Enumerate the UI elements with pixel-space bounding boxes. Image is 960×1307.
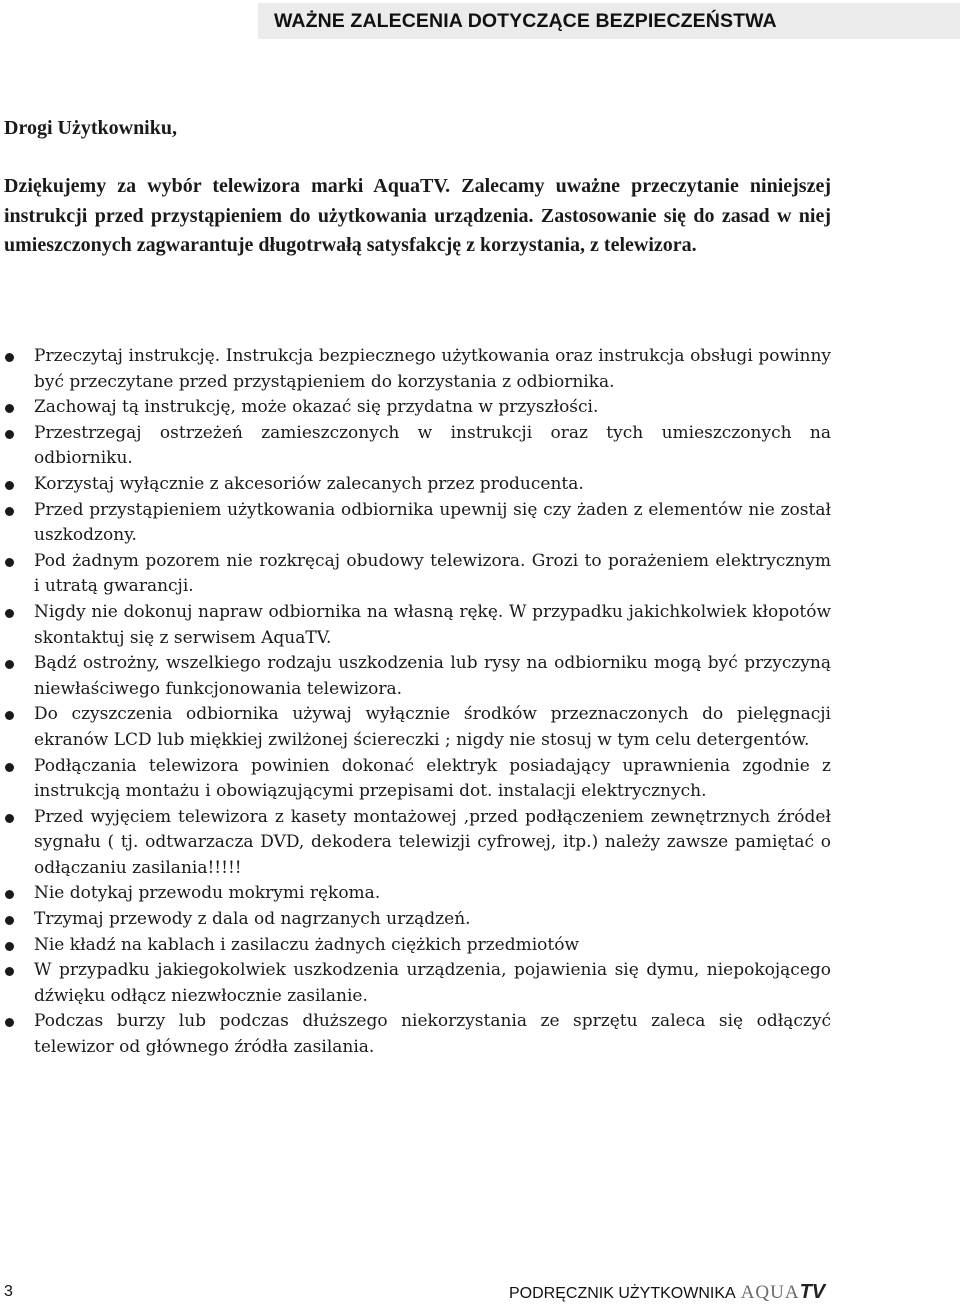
list-item-text: Podczas burzy lub podczas dłuższego niekorzystania ze sprzętu zaleca się odłączyć telewizor od głównego źródła zasilania. xyxy=(34,1011,831,1058)
bullet-icon xyxy=(5,558,14,567)
list-item xyxy=(0,933,831,959)
list-item-text: Bądź ostrożny, wszelkiego rodzaju uszkodzenia lub rysy na odbiorniku mogą być przyczyną niewłaściwego funkcjonowania telewizora. xyxy=(34,653,831,699)
list-item-text: Pod żadnym pozorem nie rozkręcaj obudowy telewizora. Grozi to porażeniem elektrycznym i utratą gwarancji. xyxy=(34,550,831,597)
bullet-icon xyxy=(5,660,14,669)
list-item-text: Nie kładź na kablach i zasilaczu żadnych ciężkich przedmiotów xyxy=(34,934,580,955)
list-item-text: Trzymaj przewody z dala od nagrzanych urządzeń. xyxy=(34,909,471,930)
page-title: WAŻNE ZALECENIA DOTYCZĄCE BEZPIECZEŃSTWA xyxy=(274,9,777,32)
list-item-text: Podłączania telewizora powinien dokonać elektryk posiadający uprawnienia zgodnie z instrukcją montażu i obowiązującymi przepisami dot. instalacji elektrycznych. xyxy=(34,755,831,802)
section-header xyxy=(258,3,960,39)
greeting: Drogi Użytkowniku, xyxy=(4,117,177,139)
list-item xyxy=(0,907,831,933)
bullet-icon xyxy=(5,814,14,823)
list-item xyxy=(0,651,831,702)
brand-logo-tv: TV xyxy=(799,1281,826,1303)
bullet-icon xyxy=(5,763,14,772)
bullet-icon xyxy=(5,942,14,951)
list-item-text: Przestrzegaj ostrzeżeń zamieszczonych w instrukcji oraz tych umieszczonych na odbiorniku. xyxy=(34,422,831,469)
list-item xyxy=(0,702,831,753)
bullet-icon xyxy=(5,890,14,899)
bullet-icon xyxy=(5,481,14,490)
bullet-icon xyxy=(5,430,14,439)
bullet-icon xyxy=(5,967,14,976)
footer-label: PODRĘCZNIK UŻYTKOWNIKA xyxy=(509,1285,736,1302)
list-item-text: Do czyszczenia odbiornika używaj wyłącznie środków przeznaczonych do pielęgnacji ekranów LCD lub miękkiej zwilżonej ściereczki ; nigdy nie stosuj w tym celu detergentów. xyxy=(34,704,831,750)
list-item-text: Nigdy nie dokonuj napraw odbiornika na własną rękę. W przypadku jakichkolwiek kłopotów skontaktuj się z serwisem AquaTV. xyxy=(34,601,831,648)
list-item xyxy=(0,421,831,472)
safety-list xyxy=(0,344,960,1061)
page-number: 3 xyxy=(4,1283,13,1300)
list-item-text: Przeczytaj instrukcję. Instrukcja bezpiecznego użytkowania oraz instrukcja obsługi powinny być przeczytane przed przystąpieniem do korzystania z odbiornika. xyxy=(34,346,831,392)
list-item-text: Nie dotykaj przewodu mokrymi rękoma. xyxy=(34,883,381,904)
bullet-icon xyxy=(5,1018,14,1027)
list-item xyxy=(0,549,831,600)
list-item xyxy=(0,1009,831,1060)
list-item xyxy=(0,395,831,421)
list-item xyxy=(0,958,831,1009)
intro-section xyxy=(4,114,831,261)
bullet-icon xyxy=(5,353,14,362)
list-item xyxy=(0,344,831,395)
list-item-text: W przypadku jakiegokolwiek uszkodzenia urządzenia, pojawienia się dymu, niepokojącego dźwięku odłącz niezwłocznie zasilanie. xyxy=(34,960,831,1006)
list-item-text: Zachowaj tą instrukcję, może okazać się przydatna w przyszłości. xyxy=(34,397,599,418)
brand-logo-aqua: AQUA xyxy=(740,1282,800,1303)
bullet-icon xyxy=(5,404,14,413)
list-item xyxy=(0,805,831,882)
bullet-icon xyxy=(5,609,14,618)
list-item xyxy=(0,754,831,805)
list-item xyxy=(0,472,831,498)
bullet-icon xyxy=(5,916,14,925)
intro-paragraph: Dziękujemy za wybór telewizora marki AquaTV. Zalecamy uważne przeczytanie niniejszej instrukcji przed przystąpieniem do użytkowania urządzenia. Zastosowanie się do zasad w niej umieszczonych zagwarantuje długotrwałą satysfakcję z korzystania, z telewizora. xyxy=(4,175,831,256)
list-item xyxy=(0,881,831,907)
bullet-icon xyxy=(5,507,14,516)
list-item-text: Przed wyjęciem telewizora z kasety montażowej ,przed podłączeniem zewnętrznych źródeł sygnału ( tj. odtwarzacza DVD, dekodera telewizji cyfrowej, itp.) należy zawsze pamiętać o odłączaniu zasilania!!!!! xyxy=(34,806,831,878)
list-item-text: Przed przystąpieniem użytkowania odbiornika upewnij się czy żaden z elementów nie został uszkodzony. xyxy=(34,499,831,546)
list-item-text: Korzystaj wyłącznie z akcesoriów zalecanych przez producenta. xyxy=(34,473,584,494)
footer-brand xyxy=(509,1281,825,1304)
list-item xyxy=(0,498,831,549)
bullet-icon xyxy=(5,711,14,720)
list-item xyxy=(0,600,831,651)
